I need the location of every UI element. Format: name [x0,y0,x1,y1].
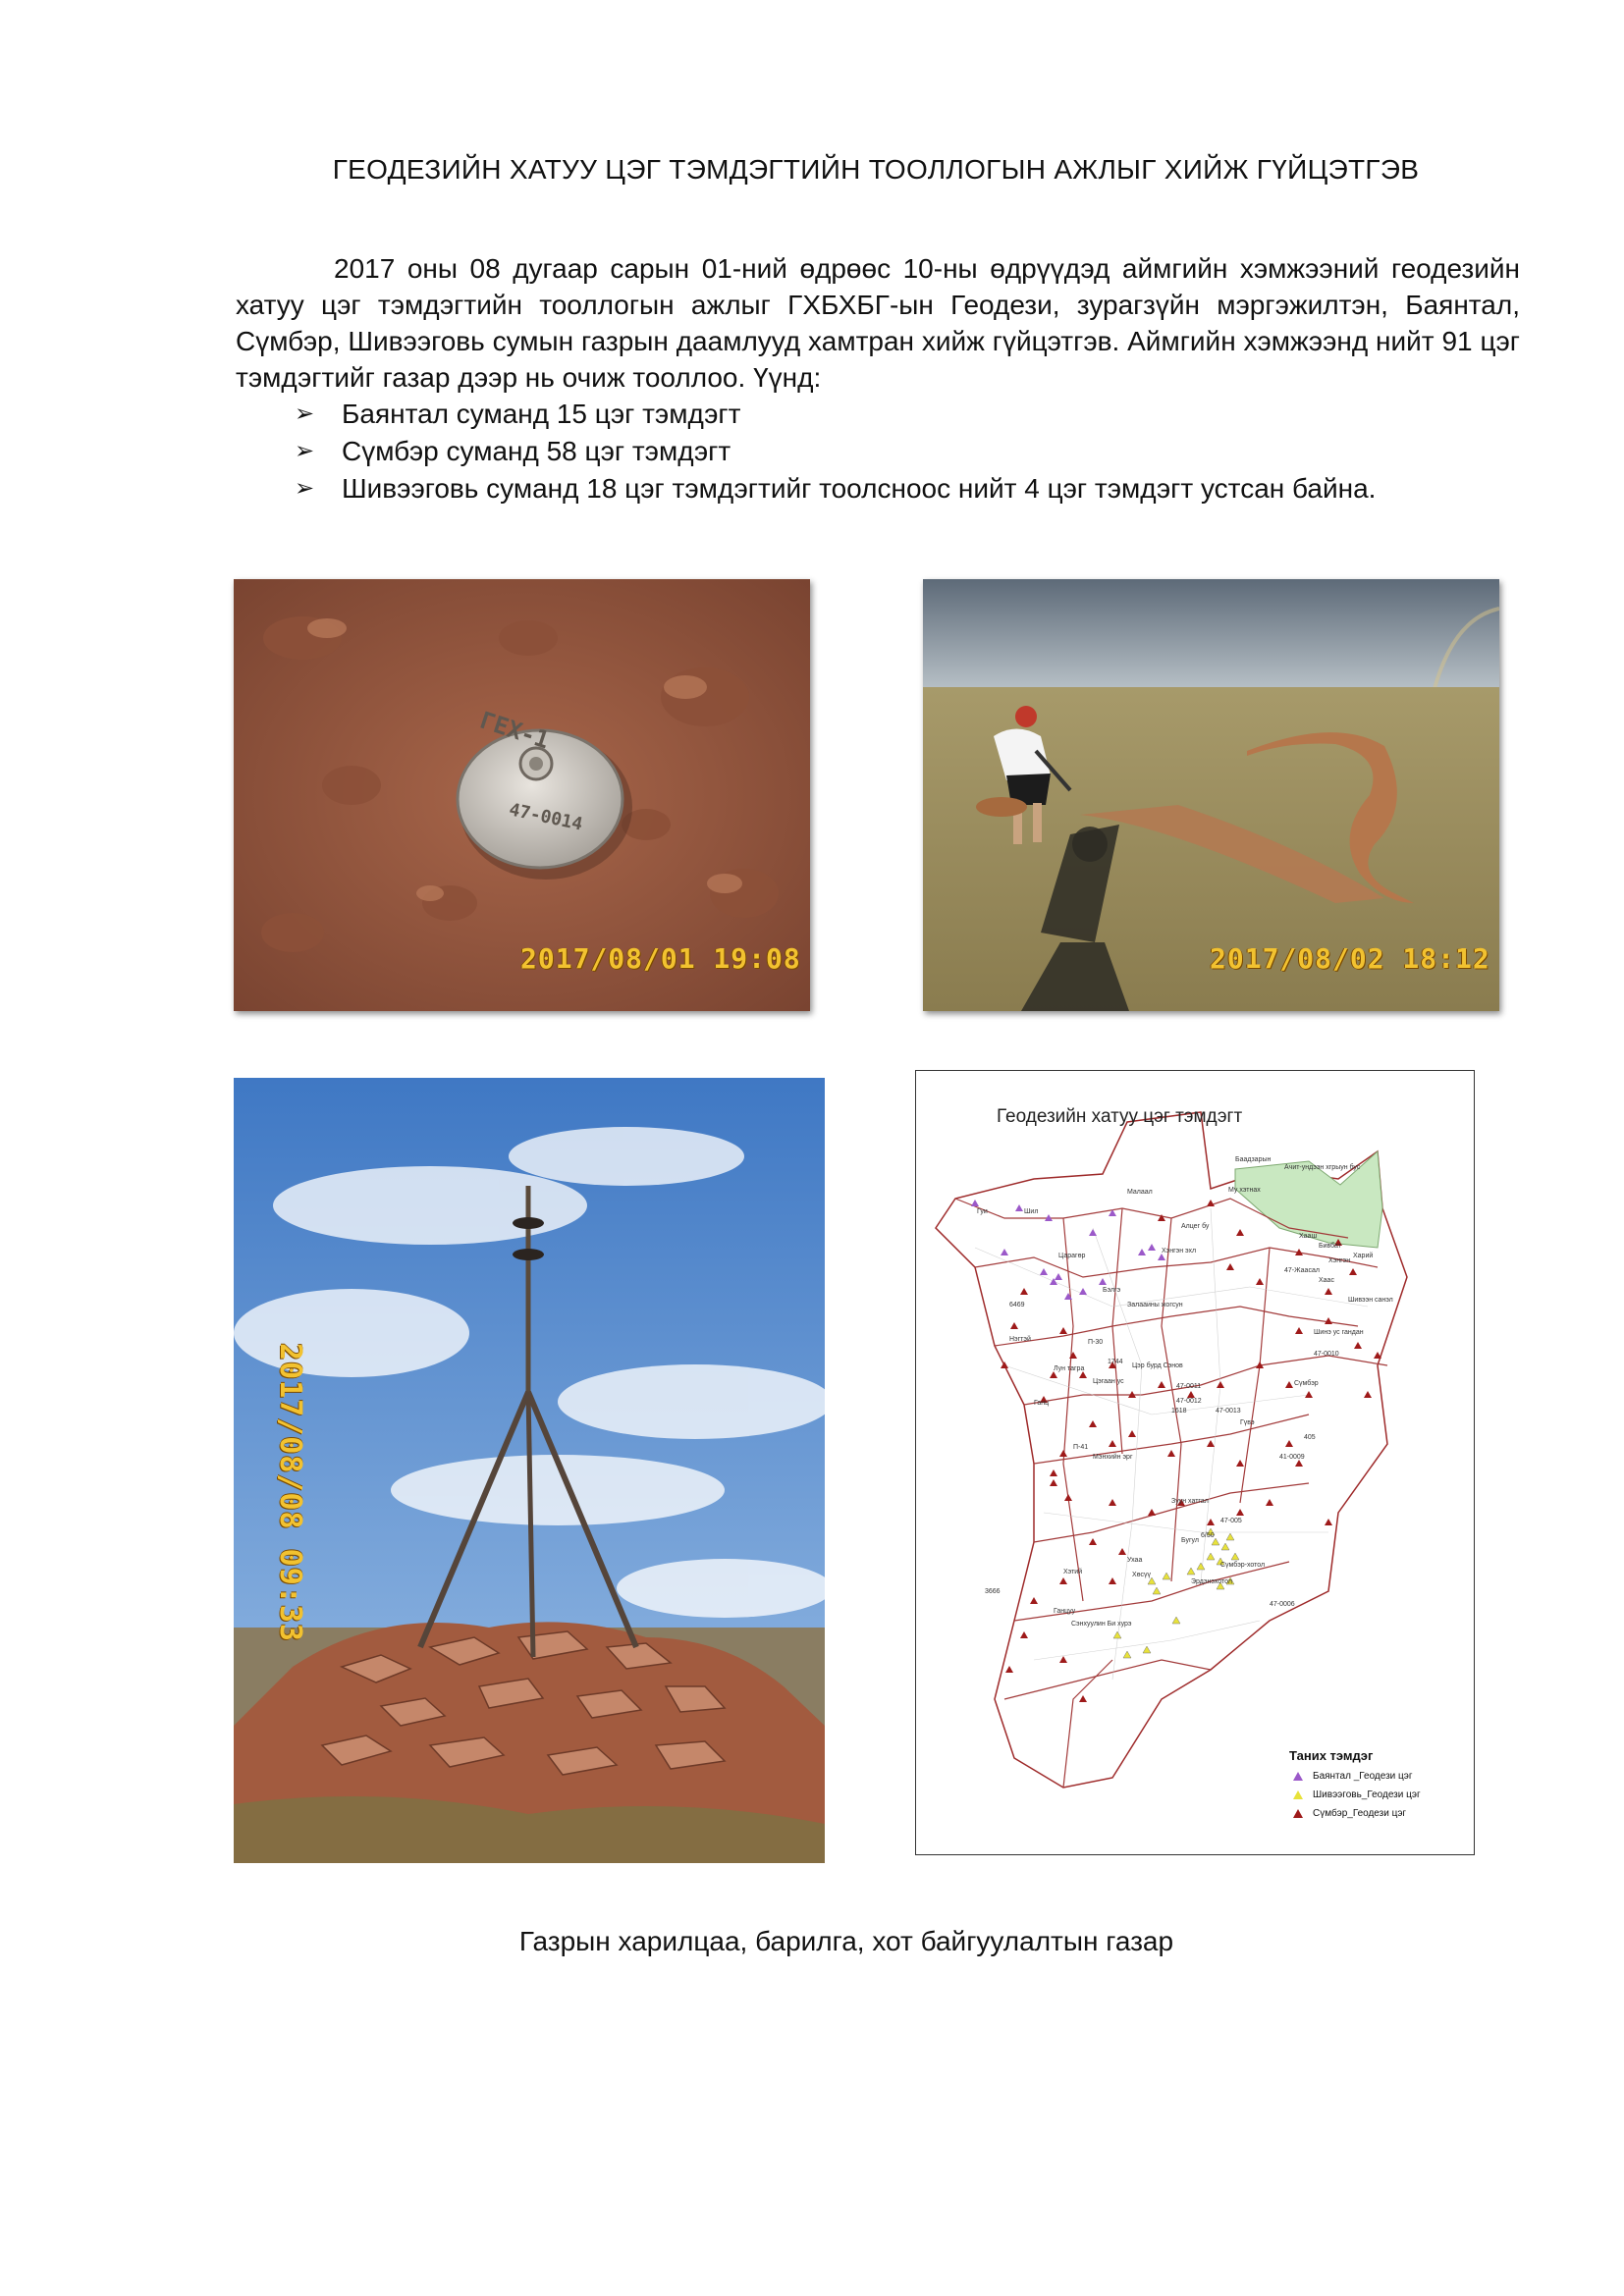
map-place-label: 47-Жаасал [1284,1267,1320,1274]
legend-title: Таних тэмдэг [1289,1748,1374,1763]
purple-triangle-icon [1293,1772,1303,1781]
map-place-label: 47-005 [1220,1518,1242,1524]
map-place-label: Бэлгэ [1103,1287,1121,1294]
list-item-text: Шивээговь суманд 18 цэг тэмдэгтийг тоолсноос нийт 4 цэг тэмдэгт устсан байна. [342,473,1377,504]
map-place-label: Сүмбэр-хотол [1220,1562,1266,1569]
map-place-label: 47-0010 [1314,1351,1339,1358]
plate-number: 47-0014 [507,799,585,835]
map-place-label: 1618 [1171,1408,1187,1415]
map-place-label: 405 [1304,1434,1316,1441]
survey-marker-photo [234,579,810,1011]
map-place-label: Гуи [977,1208,988,1215]
red-triangle-icon [1293,1809,1303,1818]
map-place-label: Цэгаан ус [1093,1378,1124,1385]
list-item [295,433,1376,470]
map-place-label: Цэр бурд Сэнов [1132,1362,1183,1369]
legend-label: Шивээговь_Геодези цэг [1313,1789,1421,1800]
geodetic-tower-photo [234,1078,825,1863]
geodetic-points-map [915,1070,1475,1855]
map-place-label: 1744 [1108,1359,1123,1365]
map-place-label: Ухаа [1127,1557,1143,1564]
field-work-photo [923,579,1499,1011]
map-place-label: П-41 [1073,1444,1089,1451]
map-place-label: Хaрий [1353,1253,1374,1259]
map-place-label: 47-0012 [1176,1398,1202,1405]
map-place-label: Залааины жогсун [1127,1302,1183,1308]
map-place-label: Нэгтэй [1009,1336,1031,1343]
map-place-label: Хэнгэн эхл [1162,1248,1197,1255]
legend-label: Сүмбэр_Геодези цэг [1313,1808,1407,1819]
map-place-label: Эрдэнэхотол [1191,1578,1232,1585]
map-place-label: Ганц [1034,1400,1050,1407]
map-place-label: Му хэтнах [1228,1187,1261,1194]
legend-item [1289,1789,1471,1800]
map-place-label: Хааш [1299,1233,1318,1240]
page-heading: ГЕОДЕЗИЙН ХАТУУ ЦЭГ ТЭМДЭГТИЙН ТООЛЛОГЫН АЖЛЫГ ХИЙЖ ГҮЙЦЭТГЭВ [332,154,1420,185]
list-item-text: Баянтал суманд 15 цэг тэмдэгт [342,399,741,429]
map-place-label: П-30 [1088,1339,1104,1346]
plate-inscription: ГЕХ-1 [476,706,553,755]
list-item [295,396,1376,433]
legend-item [1289,1771,1471,1782]
yellow-triangle-icon [1293,1790,1303,1799]
map-place-label: Хаас [1319,1277,1334,1284]
map-place-label: 41-0009 [1279,1454,1305,1461]
map-place-label: Хэнгэн [1328,1257,1351,1264]
map-place-label: Царагөр [1058,1253,1086,1259]
map-place-label: 6469 [1009,1302,1025,1308]
map-place-label: Лун тагра [1054,1365,1085,1372]
map-place-label: Хөсүү [1132,1572,1152,1578]
map-place-label: Бивбат [1319,1243,1341,1250]
map-place-label: Шил [1024,1208,1039,1215]
arrowhead-bullet-icon: ➢ [295,475,315,502]
arrowhead-bullet-icon: ➢ [295,400,315,427]
map-place-label: Сүмбэр [1294,1380,1319,1387]
arrowhead-bullet-icon: ➢ [295,438,315,464]
map-place-label: Алцег бу [1181,1223,1210,1230]
legend-item [1289,1808,1471,1819]
map-place-label: Мэнхийн эрг [1093,1454,1133,1461]
map-title: Геодезийн хатуу цэг тэмдэгт [997,1106,1243,1127]
map-place-label: Ачит-ундээн хгрыун бус [1284,1164,1361,1171]
map-place-label: Ганцуу [1054,1608,1076,1615]
photo-timestamp: 2017/08/01 19:08 [520,942,801,975]
map-place-label: Баадзарын [1235,1156,1272,1163]
map-place-label: Малаал [1127,1189,1153,1196]
map-place-label: Хэтий [1063,1569,1083,1575]
map-legend [1289,1748,1471,1819]
map-place-label: 47-0011 [1176,1383,1202,1390]
legend-label: Баянтал _Геодези цэг [1313,1771,1413,1782]
photo-timestamp: 2017/08/08 09:33 [273,1343,307,1642]
list-item-text: Сүмбэр суманд 58 цэг тэмдэгт [342,436,731,466]
map-place-label: Гүвэ [1240,1419,1255,1426]
map-place-label: 47-0006 [1270,1601,1295,1608]
map-place-label: 47-0013 [1216,1408,1241,1415]
list-item [295,470,1376,507]
footer-caption: Газрын харилцаа, барилга, хот байгуулалтын газар [518,1926,1174,1956]
bullet-list [295,396,1376,507]
intro-paragraph: 2017 оны 08 дугаар сарын 01-ний өдрөөс 10-ны өдрүүдэд аймгийн хэмжээний геодезийн хатуу цэг тэмдэгтийн тооллогын ажлыг ГХБХБГ-ын Геодези, зурагзүйн мэргэжилтэн, Баянтал, Сүмбэр, Шивээговь сумын газрын даамлууд хамтран хийж гүйцэтгэв. Аймгийн хэмжээнд нийт 91 цэг тэмдэгтийг газар дээр нь очиж тооллоо. Үүнд: [236,253,1520,393]
photo-timestamp: 2017/08/02 18:12 [1210,942,1490,975]
map-place-label: Шивээн санэл [1348,1297,1393,1304]
map-place-label: 6/50 [1201,1532,1215,1539]
map-place-label: 3666 [985,1588,1001,1595]
map-place-label: Сэнхуулин Би хурэ [1071,1621,1132,1628]
map-place-label: Бугул [1181,1537,1199,1544]
map-place-label: Зуун хатгал [1171,1498,1209,1505]
map-place-label: Шинэ ус гандан [1314,1329,1364,1336]
